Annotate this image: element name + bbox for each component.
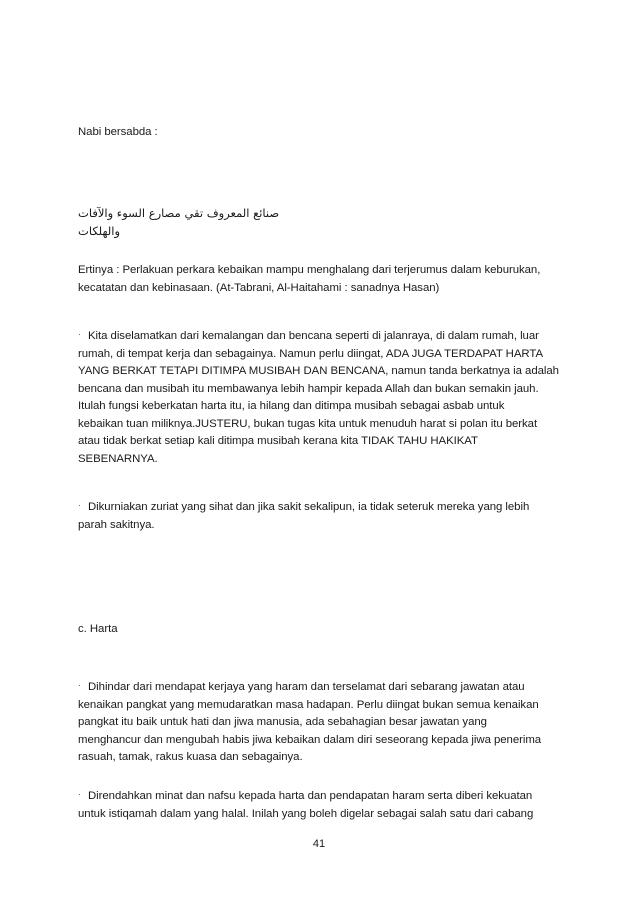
point-line: rumah, di tempat kerja dan sebagainya. Namun perlu diingat, ADA JUGA TERDAPAT HARTA [78, 347, 543, 360]
section-heading-harta: c. Harta [78, 623, 118, 635]
point-line [78, 786, 566, 806]
bullet-icon: · [78, 501, 81, 510]
ertinya-line: Ertinya : Perlakuan perkara kebaikan mampu menghalang dari terjerumus dalam keburukan, [78, 264, 541, 276]
point-text: Direndahkan minat dan nafsu kepada harta dan pendapatan haram serta diberi kekuatan [88, 790, 533, 802]
point-line: parah sakitnya. [78, 518, 155, 531]
point-zuriat [78, 497, 566, 534]
point-text: Kita diselamatkan dari kemalangan dan bencana seperti di jalanraya, di dalam rumah, luar [88, 330, 539, 342]
point-line: untuk istiqamah dalam yang halal. Inilah yang boleh digelar sebagai salah satu dari cabang [78, 807, 534, 820]
point-line: pangkat itu baik untuk hati dan jiwa manusia, ada sebahagian besar jawatan yang [78, 716, 487, 728]
point-line: YANG BERKAT TETAPI DITIMPA MUSIBAH DAN BENCANA, namun tanda berkatnya ia adalah [78, 365, 559, 377]
point-line [78, 326, 566, 346]
point-text: Dikurniakan zuriat yang sihat dan jika sakit sekalipun, ia tidak seteruk mereka yang lebih [88, 501, 530, 513]
point-text: Dihindar dari mendapat kerjaya yang haram dan terselamat dari sebarang jawatan atau [88, 681, 525, 693]
page-number: 41 [312, 838, 326, 850]
point-line: SEBENARNYA. [78, 452, 158, 465]
arabic-hadith: صنائع المعروف تقي مصارع السوء والآفات والهلكات [78, 206, 280, 238]
point-line [78, 497, 566, 517]
intro-text: Nabi bersabda : [78, 126, 158, 138]
point-line: kenaikan pangkat yang memudaratkan masa hadapan. Perlu diingat bukan semua kenaikan [78, 698, 539, 711]
point-line: rasuah, tamak, rakus kuasa dan sebagainya. [78, 751, 303, 763]
point-line: kebaikan tuan miliknya.JUSTERU, bukan tugas kita untuk menuduh harat si polan itu berkat [78, 417, 538, 430]
ertinya-paragraph [78, 262, 566, 297]
point-kemalangan [78, 326, 566, 468]
bullet-icon: · [78, 790, 81, 799]
point-line [78, 677, 566, 697]
bullet-icon: · [78, 330, 81, 339]
point-line: Itulah fungsi keberkatan harta itu, ia hilang dan ditimpa musibah sebagai asbab untuk [78, 400, 505, 412]
point-line: bencana dan musibah itu membawanya lebih hampir kepada Allah dan bukan semakin jauh. [78, 382, 539, 395]
bullet-icon: · [78, 681, 81, 690]
point-line: menghancur dan mengubah habis jiwa kebaikan dalam diri seseorang kepada jiwa penerima [78, 733, 542, 746]
ertinya-line: kecatatan dan kebinasaan. (At-Tabrani, Al-Haitahami : sanadnya Hasan) [78, 281, 440, 294]
point-kerjaya [78, 677, 566, 767]
point-harta-haram [78, 786, 566, 823]
point-line: atau tidak berkat setiap kali ditimpa musibah kerana kita TIDAK TAHU HAKIKAT [78, 435, 478, 447]
